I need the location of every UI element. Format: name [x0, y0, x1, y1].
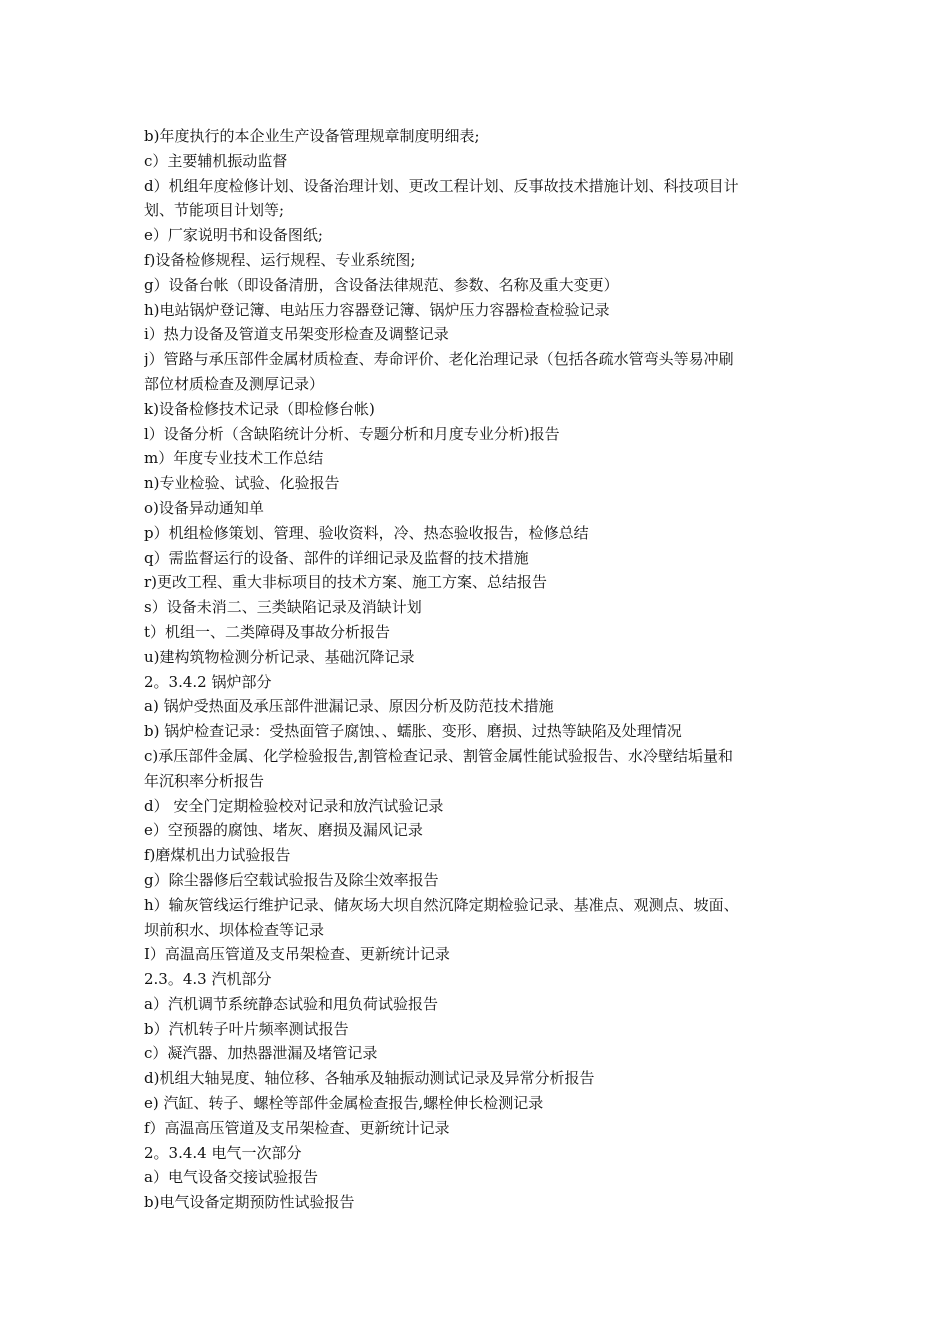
text-line: r)更改工程、重大非标项目的技术方案、施工方案、总结报告: [144, 573, 548, 592]
text-line: 部位材质检查及测厚记录）: [144, 374, 325, 393]
section-heading: 2。3.4.4 电气一次部分: [144, 1143, 302, 1162]
text-line: m）年度专业技术工作总结: [144, 449, 324, 468]
text-line: q）需监督运行的设备、部件的详细记录及监督的技术措施: [144, 548, 529, 567]
text-line: h)电站锅炉登记簿、电站压力容器登记簿、锅炉压力容器检查检验记录: [144, 300, 610, 319]
text-line: b)电气设备定期预防性试验报告: [144, 1193, 355, 1212]
text-line: f)磨煤机出力试验报告: [144, 846, 291, 865]
text-line: a）电气设备交接试验报告: [144, 1168, 318, 1187]
text-line: e）厂家说明书和设备图纸;: [144, 226, 323, 245]
text-line: I）高温高压管道及支吊架检查、更新统计记录: [144, 945, 450, 964]
text-line: g）设备台帐（即设备清册，含设备法律规范、参数、名称及重大变更）: [144, 275, 619, 294]
text-line: g）除尘器修后空载试验报告及除尘效率报告: [144, 870, 439, 889]
text-line: k)设备检修技术记录（即检修台帐): [144, 399, 375, 418]
text-line: b) 锅炉检查记录：受热面管子腐蚀、、蠕胀、变形、磨损、过热等缺陷及处理情况: [144, 722, 682, 741]
text-line: b）汽机转子叶片频率测试报告: [144, 1019, 349, 1038]
section-heading: 2。3.4.2 锅炉部分: [144, 672, 272, 691]
text-line: d） 安全门定期检验校对记录和放汽试验记录: [144, 796, 444, 815]
text-line: c)承压部件金属、化学检验报告,割管检查记录、割管金属性能试验报告、水冷壁结垢量和: [144, 746, 734, 765]
text-line: d）机组年度检修计划、设备治理计划、更改工程计划、反事故技术措施计划、科技项目计: [144, 176, 739, 195]
text-line: a）汽机调节系统静态试验和甩负荷试验报告: [144, 994, 438, 1013]
text-line: u)建构筑物检测分析记录、基础沉降记录: [144, 647, 415, 666]
text-line: d)机组大轴晃度、轴位移、各轴承及轴振动测试记录及异常分析报告: [144, 1069, 595, 1088]
text-line: t）机组一、二类障碍及事故分析报告: [144, 622, 391, 641]
text-line: 坝前积水、坝体检查等记录: [144, 920, 325, 939]
text-line: h）输灰管线运行维护记录、储灰场大坝自然沉降定期检验记录、基准点、观测点、坡面、: [144, 895, 739, 914]
text-line: j）管路与承压部件金属材质检查、寿命评价、老化治理记录（包括各疏水管弯头等易冲刷: [144, 350, 734, 369]
document-page: [144, 124, 812, 1215]
text-line: 年沉积率分析报告: [144, 771, 265, 790]
text-line: p）机组检修策划、管理、验收资料，冷、热态验收报告，检修总结: [144, 523, 589, 542]
text-line: o)设备异动通知单: [144, 498, 264, 517]
text-line: n)专业检验、试验、化验报告: [144, 474, 340, 493]
text-line: f)设备检修规程、运行规程、专业系统图;: [144, 250, 416, 269]
section-heading: 2.3。4.3 汽机部分: [144, 970, 272, 989]
text-line: l）设备分析（含缺陷统计分析、专题分析和月度专业分析)报告: [144, 424, 560, 443]
text-line: c）凝汽器、加热器泄漏及堵管记录: [144, 1044, 378, 1063]
text-line: e）空预器的腐蚀、堵灰、磨损及漏风记录: [144, 821, 423, 840]
text-line: f）高温高压管道及支吊架检查、更新统计记录: [144, 1118, 450, 1137]
text-line: i）热力设备及管道支吊架变形检查及调整记录: [144, 325, 449, 344]
text-line: c）主要辅机振动监督: [144, 151, 288, 170]
text-line: e) 汽缸、转子、螺栓等部件金属检查报告,螺栓伸长检测记录: [144, 1094, 544, 1113]
text-line: s）设备未消二、三类缺陷记录及消缺计划: [144, 598, 422, 617]
text-line: 划、节能项目计划等;: [144, 201, 285, 220]
text-line: b)年度执行的本企业生产设备管理规章制度明细表;: [144, 127, 480, 145]
text-line: a) 锅炉受热面及承压部件泄漏记录、原因分析及防范技术措施: [144, 697, 554, 716]
